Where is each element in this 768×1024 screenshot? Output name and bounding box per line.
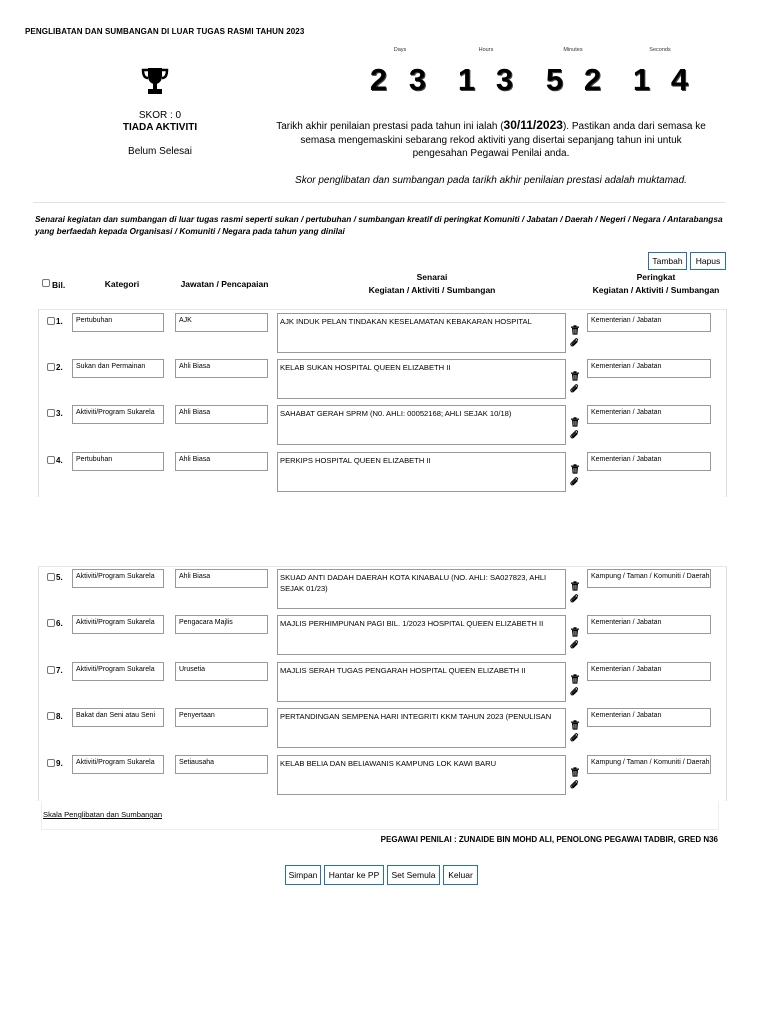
senarai-textarea[interactable]: PERTANDINGAN SEMPENA HARI INTEGRITI KKM TAHUN 2023 (PENULISAN — [277, 708, 566, 748]
row-checkbox[interactable] — [47, 317, 55, 325]
row-checkbox[interactable] — [47, 619, 55, 627]
jawatan-select[interactable]: Setiausaha — [175, 755, 268, 774]
send-to-pp-button[interactable]: Hantar ke PP — [324, 865, 384, 885]
jawatan-select[interactable]: Urusetia — [175, 662, 268, 681]
row-checkbox[interactable] — [47, 363, 55, 371]
paperclip-icon[interactable] — [570, 427, 580, 437]
trash-icon[interactable] — [570, 322, 580, 332]
senarai-textarea[interactable]: KELAB SUKAN HOSPITAL QUEEN ELIZABETH II — [277, 359, 566, 399]
row-checkbox[interactable] — [47, 573, 55, 581]
paperclip-icon[interactable] — [570, 730, 580, 740]
kategori-select[interactable]: Pertubuhan — [72, 313, 164, 332]
row-number: 2. — [56, 363, 63, 372]
trash-icon[interactable] — [570, 461, 580, 471]
paperclip-icon[interactable] — [570, 777, 580, 787]
activity-status: TIADA AKTIVITI — [122, 122, 198, 133]
countdown-days-digit: 2 — [369, 62, 387, 97]
row-number: 6. — [56, 619, 63, 628]
deadline-notice — [276, 119, 706, 161]
header-jawatan: Jawatan / Pencapaian — [180, 279, 269, 289]
peringkat-select[interactable]: Kementerian / Jabatan — [587, 313, 711, 332]
countdown-minutes-digit: 5 — [545, 62, 563, 97]
row-number: 3. — [56, 409, 63, 418]
skala-link[interactable]: Skala Penglibatan dan Sumbangan — [43, 810, 163, 819]
page-title: PENGLIBATAN DAN SUMBANGAN DI LUAR TUGAS RASMI TAHUN 2023 — [25, 27, 305, 36]
countdown-minutes-label: Minutes — [563, 47, 583, 53]
jawatan-select[interactable]: Ahli Biasa — [175, 452, 268, 471]
jawatan-select[interactable]: Ahli Biasa — [175, 359, 268, 378]
kategori-select[interactable]: Aktiviti/Program Sukarela — [72, 662, 164, 681]
paperclip-icon[interactable] — [570, 637, 580, 647]
instructions-text: Senarai kegiatan dan sumbangan di luar tugas rasmi seperti sukan / pertubuhan / sumbangan kreatif di peringkat Komuniti / Jabatan / Daerah / Negeri / Negara / Antarabangsa yang berfaedah kepada Organisasi / Komuniti / Negara pada tahun yang dinilai — [35, 214, 723, 236]
jawatan-select[interactable]: Pengacara Majlis — [175, 615, 268, 634]
countdown-minutes-digit: 2 — [583, 62, 601, 97]
senarai-textarea[interactable]: AJK INDUK PELAN TINDAKAN KESELAMATAN KEBAKARAN HOSPITAL — [277, 313, 566, 353]
countdown-days-label: Days — [393, 47, 407, 53]
row-checkbox[interactable] — [47, 666, 55, 674]
row-number: 5. — [56, 573, 63, 582]
kategori-select[interactable]: Aktiviti/Program Sukarela — [72, 615, 164, 634]
deadline-suffix: ). Pastikan anda dari semasa ke semasa mengemaskini sebarang rekod aktiviti yang disertai sepanjang tahun ini untuk pengesahan Pegawai Penilai anda. — [300, 121, 706, 159]
deadline-date: 30/11/2023 — [503, 118, 563, 132]
header-senarai — [277, 271, 587, 297]
add-button[interactable]: Tambah — [648, 252, 687, 270]
paperclip-icon[interactable] — [570, 335, 580, 345]
senarai-textarea[interactable]: KELAB BELIA DAN BELIAWANIS KAMPUNG LOK KAWI BARU — [277, 755, 566, 795]
trash-icon[interactable] — [570, 414, 580, 424]
trash-icon[interactable] — [570, 717, 580, 727]
peringkat-select[interactable]: Kampung / Taman / Komuniti / Daerah — [587, 569, 711, 588]
score-label: SKOR : 0 — [138, 110, 182, 121]
peringkat-select[interactable]: Kementerian / Jabatan — [587, 359, 711, 378]
row-number: 1. — [56, 317, 63, 326]
trash-icon[interactable] — [570, 368, 580, 378]
header-peringkat-subtitle: Kegiatan / Aktiviti / Sumbangan — [592, 285, 720, 295]
kategori-select[interactable]: Bakat dan Seni atau Seni — [72, 708, 164, 727]
deadline-prefix: Tarikh akhir penilaian prestasi pada tahun ini ialah ( — [276, 121, 504, 132]
assessing-officer: PEGAWAI PENILAI : ZUNAIDE BIN MOHD ALI, PENOLONG PEGAWAI TADBIR, GRED N36 — [380, 835, 718, 844]
header-peringkat-title: Peringkat — [636, 272, 676, 282]
countdown-days-digit: 3 — [408, 62, 426, 97]
reset-button[interactable]: Set Semula — [387, 865, 440, 885]
kategori-select[interactable]: Sukan dan Permainan — [72, 359, 164, 378]
paperclip-icon[interactable] — [570, 591, 580, 601]
peringkat-select[interactable]: Kementerian / Jabatan — [587, 405, 711, 424]
senarai-textarea[interactable]: SAHABAT GERAH SPRM (N0. AHLI: 00052168; AHLI SEJAK 10/18) — [277, 405, 566, 445]
select-all-checkbox[interactable] — [42, 279, 50, 287]
completion-status: Belum Selesai — [128, 146, 192, 157]
row-number: 7. — [56, 666, 63, 675]
peringkat-select[interactable]: Kampung / Taman / Komuniti / Daerah — [587, 755, 711, 774]
kategori-select[interactable]: Pertubuhan — [72, 452, 164, 471]
trash-icon[interactable] — [570, 671, 580, 681]
save-button[interactable]: Simpan — [285, 865, 321, 885]
senarai-textarea[interactable]: SKUAD ANTI DADAH DAERAH KOTA KINABALU (NO. AHLI: SA027823, AHLI SEJAK 01/23) — [277, 569, 566, 609]
header-peringkat — [587, 271, 725, 297]
kategori-select[interactable]: Aktiviti/Program Sukarela — [72, 755, 164, 774]
kategori-select[interactable]: Aktiviti/Program Sukarela — [72, 405, 164, 424]
countdown-hours-digit: 1 — [457, 62, 475, 97]
exit-button[interactable]: Keluar — [443, 865, 478, 885]
peringkat-select[interactable]: Kementerian / Jabatan — [587, 662, 711, 681]
trash-icon[interactable] — [570, 578, 580, 588]
row-checkbox[interactable] — [47, 456, 55, 464]
jawatan-select[interactable]: Ahli Biasa — [175, 569, 268, 588]
score-panel — [95, 110, 225, 158]
peringkat-select[interactable]: Kementerian / Jabatan — [587, 615, 711, 634]
trash-icon[interactable] — [570, 624, 580, 634]
countdown-hours-label: Hours — [478, 47, 494, 53]
senarai-textarea[interactable]: PERKIPS HOSPITAL QUEEN ELIZABETH II — [277, 452, 566, 492]
delete-button[interactable]: Hapus — [690, 252, 726, 270]
jawatan-select[interactable]: Penyertaan — [175, 708, 268, 727]
row-checkbox[interactable] — [47, 759, 55, 767]
peringkat-select[interactable]: Kementerian / Jabatan — [587, 708, 711, 727]
jawatan-select[interactable]: Ahli Biasa — [175, 405, 268, 424]
countdown-seconds-label: Seconds — [649, 47, 671, 53]
jawatan-select[interactable]: AJK — [175, 313, 268, 332]
header-senarai-subtitle: Kegiatan / Aktiviti / Sumbangan — [368, 285, 496, 295]
kategori-select[interactable]: Aktiviti/Program Sukarela — [72, 569, 164, 588]
countdown-seconds-digit: 1 — [632, 62, 650, 97]
final-score-note: Skor penglibatan dan sumbangan pada tarikh akhir penilaian prestasi adalah muktamad. — [295, 175, 687, 186]
row-checkbox[interactable] — [47, 712, 55, 720]
row-checkbox[interactable] — [47, 409, 55, 417]
header-senarai-title: Senarai — [416, 272, 448, 282]
header-bil: Bil. — [52, 280, 66, 290]
header-kategori: Kategori — [104, 279, 140, 289]
row-number: 9. — [56, 759, 63, 768]
paperclip-icon[interactable] — [570, 381, 580, 391]
paperclip-icon[interactable] — [570, 474, 580, 484]
senarai-textarea[interactable]: MAJLIS PERHIMPUNAN PAGI BIL. 1/2023 HOSPITAL QUEEN ELIZABETH II — [277, 615, 566, 655]
trash-icon[interactable] — [570, 764, 580, 774]
row-number: 8. — [56, 712, 63, 721]
trophy-icon — [138, 64, 172, 98]
divider — [33, 202, 725, 203]
row-number: 4. — [56, 456, 63, 465]
peringkat-select[interactable]: Kementerian / Jabatan — [587, 452, 711, 471]
countdown-seconds-digit: 4 — [670, 62, 688, 97]
senarai-textarea[interactable]: MAJLIS SERAH TUGAS PENGARAH HOSPITAL QUEEN ELIZABETH II — [277, 662, 566, 702]
countdown-hours-digit: 3 — [495, 62, 513, 97]
paperclip-icon[interactable] — [570, 684, 580, 694]
